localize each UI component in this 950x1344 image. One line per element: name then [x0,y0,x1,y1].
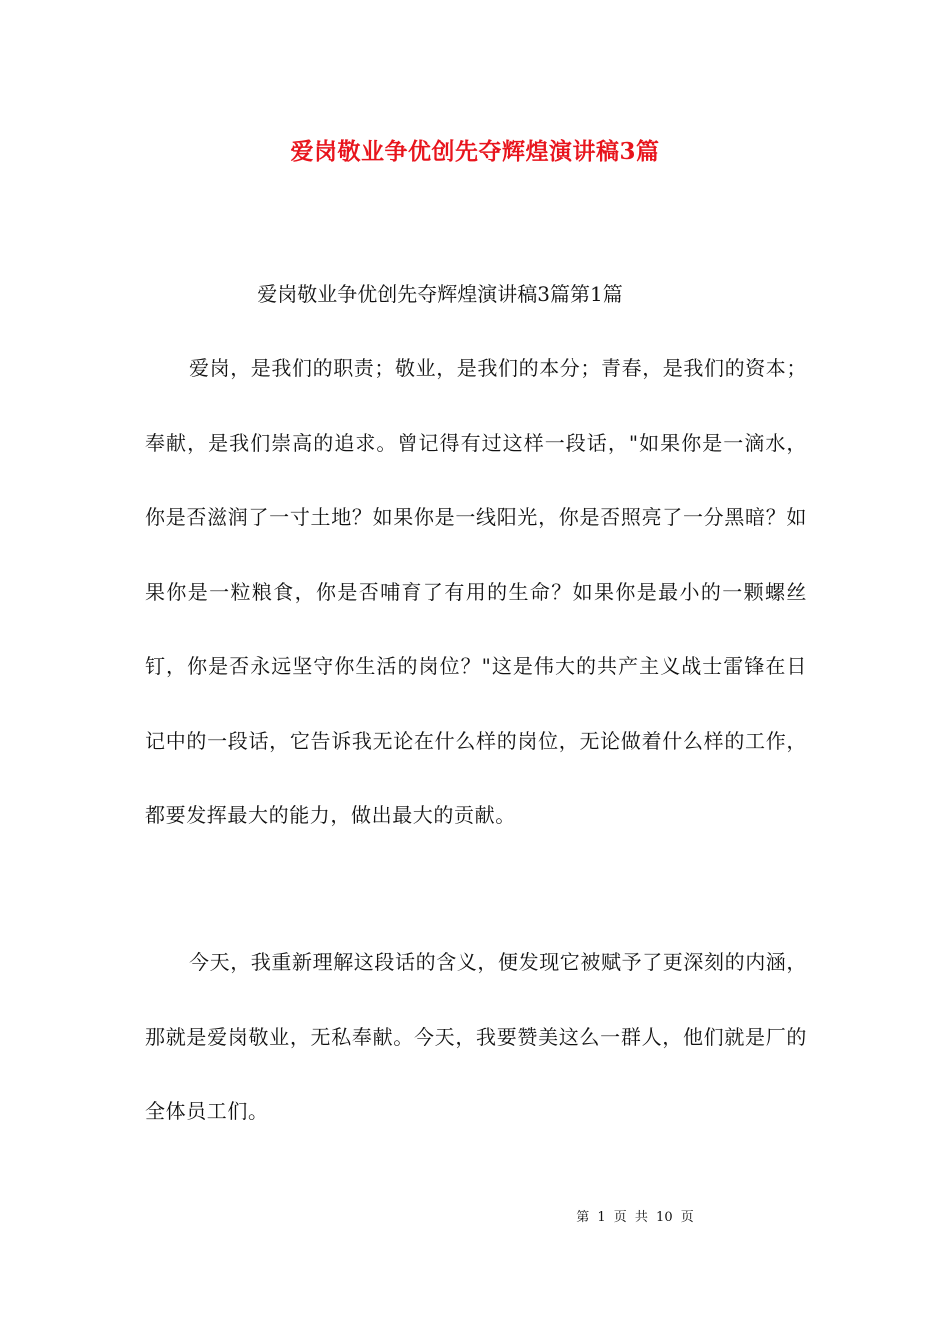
page-number-footer: 第 1 页 共 10 页 [576,1210,694,1225]
document-title: 爱岗敬业争优创先夺辉煌演讲稿3篇 [290,138,660,165]
body-paragraph-1: 爱岗，是我们的职责；敬业，是我们的本分；青春，是我们的资本；奉献，是我们崇高的追求。曾记得有过这样一段话，"如果你是一滴水，你是否滋润了一寸土地？如果你是一线阳光，你是否照亮了一分黑暗？如果你是一粒粮食，你是否哺育了有用的生命？如果你是最小的一颗螺丝钉，你是否永远坚守你生活的岗位？"这是伟大的共产主义战士雷锋在日记中的一段话，它告诉我无论在什么样的岗位，无论做着什么样的工作，都要发挥最大的能力，做出最大的贡献。 [145,356,807,827]
body-paragraph-2: 今天，我重新理解这段话的含义，便发现它被赋予了更深刻的内涵，那就是爱岗敬业，无私奉献。今天，我要赞美这么一群人，他们就是厂的全体员工们。 [145,950,807,1123]
section-heading: 爱岗敬业争优创先夺辉煌演讲稿3篇第1篇 [257,282,623,306]
